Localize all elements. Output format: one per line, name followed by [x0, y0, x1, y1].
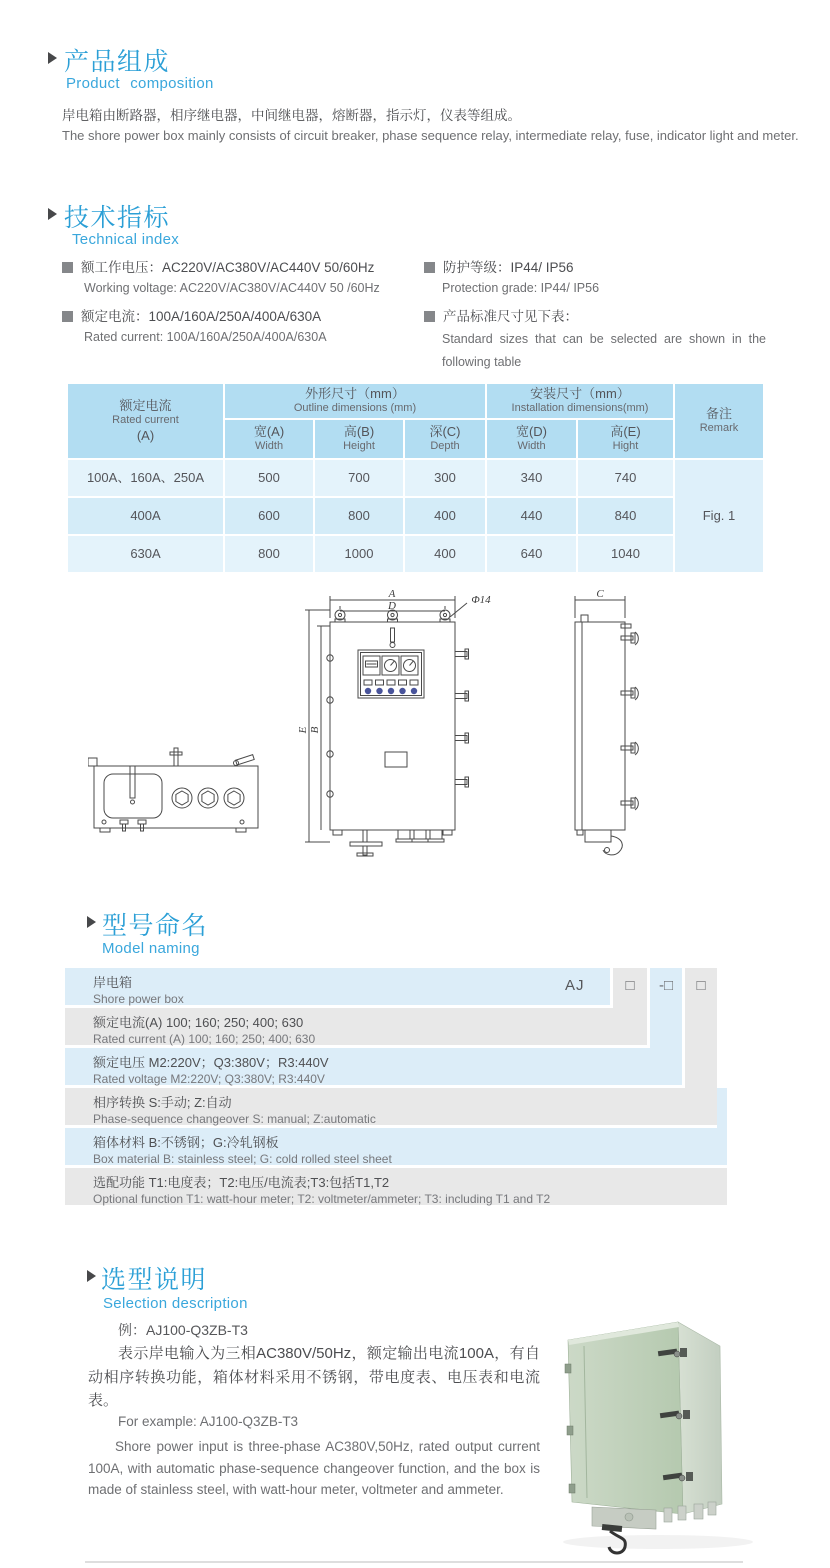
- spec-table-header-outline: 外形尺寸（mm） Outline dimensions (mm): [225, 384, 485, 418]
- section-arrow-icon: [48, 52, 57, 64]
- spec-table-subheader: 宽(D) Width: [487, 420, 576, 458]
- ladder-row-box-material: 箱体材料 B:不锈钢；G:冷轧钢板 Box material B: stainless steel; G: cold rolled steel sheet: [65, 1128, 727, 1165]
- spec-table-header-remark: 备注 Remark: [675, 384, 763, 458]
- side-view-drawing: [555, 588, 670, 868]
- spec-table-remark-cell: Fig. 1: [675, 460, 763, 572]
- spec-bullet-current: 额定电流：100A/160A/250A/400A/630A: [62, 305, 321, 325]
- section-arrow-icon: [87, 916, 96, 928]
- spec-bullet-sizes-en: Standard sizes that can be selected are shown in the following table: [442, 332, 766, 369]
- technical-section-title-en: Technical index: [72, 231, 180, 248]
- dim-label-c: C: [596, 588, 604, 600]
- spec-table: [66, 382, 765, 574]
- hinge-icon: [567, 1426, 573, 1435]
- selection-section-title-zh: 选型说明: [101, 1266, 208, 1294]
- front-view-drawing: [295, 588, 510, 868]
- spec-bullet-protection: 防护等级：IP44/ IP56: [424, 256, 574, 276]
- spec-bullet-sizes: 产品标准尺寸见下表：: [424, 305, 578, 325]
- dim-label-d: D: [388, 600, 396, 612]
- spec-table-subheader: 高(B) Height: [315, 420, 403, 458]
- dim-label-a: A: [388, 588, 396, 600]
- ladder-row-optional-function: 选配功能 T1:电度表；T2:电压/电流表;T3:包括T1,T2 Optional function T1: watt-hour meter; T2: voltmeter/ammeter; T3: including T1 and T2: [65, 1168, 727, 1205]
- model-section-title-zh: 型号命名: [102, 912, 209, 940]
- hinge-icon: [569, 1484, 575, 1493]
- hole-diameter-label: Φ14: [471, 594, 491, 606]
- bullet-square-icon: [424, 262, 435, 273]
- spec-table-subheader: 深(C) Depth: [405, 420, 485, 458]
- table-row: 400A 600 800 400 440 840: [68, 498, 763, 534]
- product-photo: [540, 1288, 820, 1558]
- footer-divider: [85, 1561, 743, 1563]
- spec-bullet-current-en: Rated current: 100A/160A/250A/400A/630A: [84, 330, 327, 344]
- spec-bullet-voltage-en: Working voltage: AC220V/AC380V/AC440V 50 /60Hz: [84, 281, 380, 295]
- product-section-title-en: Product composition: [66, 75, 214, 92]
- spec-bullet-voltage: 额工作电压：AC220V/AC380V/AC440V 50/60Hz: [62, 256, 374, 276]
- product-body-zh: 岸电箱由断路器，相序继电器，中间继电器，熔断器，指示灯，仪表等组成。: [62, 108, 521, 123]
- code-box-symbol: -□: [658, 977, 674, 994]
- spec-table-header-current: 额定电流 Rated current (A): [68, 384, 223, 458]
- technical-section-title-zh: 技术指标: [64, 204, 171, 232]
- code-box-symbol: □: [625, 977, 635, 994]
- selection-example-en: For example: AJ100-Q3ZB-T3: [118, 1414, 299, 1429]
- spec-bullet-protection-en: Protection grade: IP44/ IP56: [442, 281, 600, 295]
- model-naming-table: [65, 968, 727, 1207]
- table-row: 100A、160A、250A 500 700 300 340 740 Fig. 1: [68, 460, 763, 496]
- section-arrow-icon: [87, 1270, 96, 1282]
- bullet-square-icon: [62, 311, 73, 322]
- product-section-title-zh: 产品组成: [64, 48, 171, 76]
- selection-body-zh: 表示岸电输入为三相AC380V/50Hz，额定输出电流100A，有自动相序转换功能，箱体材料采用不锈钢，带电度表、电压表和电流表。: [88, 1345, 540, 1409]
- bottom-view-drawing: [88, 740, 273, 845]
- product-body-en: The shore power box mainly consists of circuit breaker, phase sequence relay, intermediate relay, fuse, indicator light and meter.: [62, 128, 799, 143]
- model-section-title-en: Model naming: [102, 940, 200, 957]
- section-arrow-icon: [48, 208, 57, 220]
- selection-body-en: Shore power input is three-phase AC380V,50Hz, rated output current 100A, with automatic phase-sequence changeover function, and the box is made of stainless steel, with watt-hour meter, voltmeter and ammeter.: [88, 1439, 540, 1497]
- dim-label-e: E: [297, 726, 309, 734]
- ladder-row-phase-sequence: 相序转换 S:手动; Z:自动 Phase-sequence changeover S: manual; Z:automatic: [65, 1088, 717, 1125]
- model-code-prefix: AJ: [565, 977, 585, 994]
- bullet-square-icon: [424, 311, 435, 322]
- selection-example-zh: 例：AJ100-Q3ZB-T3: [118, 1322, 248, 1338]
- hinge-icon: [565, 1364, 571, 1373]
- spec-table-header-install: 安装尺寸（mm） Installation dimensions(mm): [487, 384, 673, 418]
- ladder-row-rated-voltage: 额定电压 M2:220V；Q3:380V；R3:440V Rated voltage M2:220V; Q3:380V; R3:440V: [65, 1048, 682, 1085]
- selection-section-title-en: Selection description: [103, 1295, 248, 1312]
- bullet-square-icon: [62, 262, 73, 273]
- table-row: 630A 800 1000 400 640 1040: [68, 536, 763, 572]
- spec-table-subheader: 高(E) Hight: [578, 420, 673, 458]
- ladder-row-rated-current: 额定电流(A) 100; 160; 250; 400; 630 Rated current (A) 100; 160; 250; 400; 630: [65, 1008, 647, 1045]
- ladder-row-product: 岸电箱 Shore power box: [65, 968, 610, 1005]
- spec-table-subheader: 宽(A) Width: [225, 420, 313, 458]
- dim-label-b: B: [309, 726, 321, 734]
- code-box-symbol: □: [696, 977, 706, 994]
